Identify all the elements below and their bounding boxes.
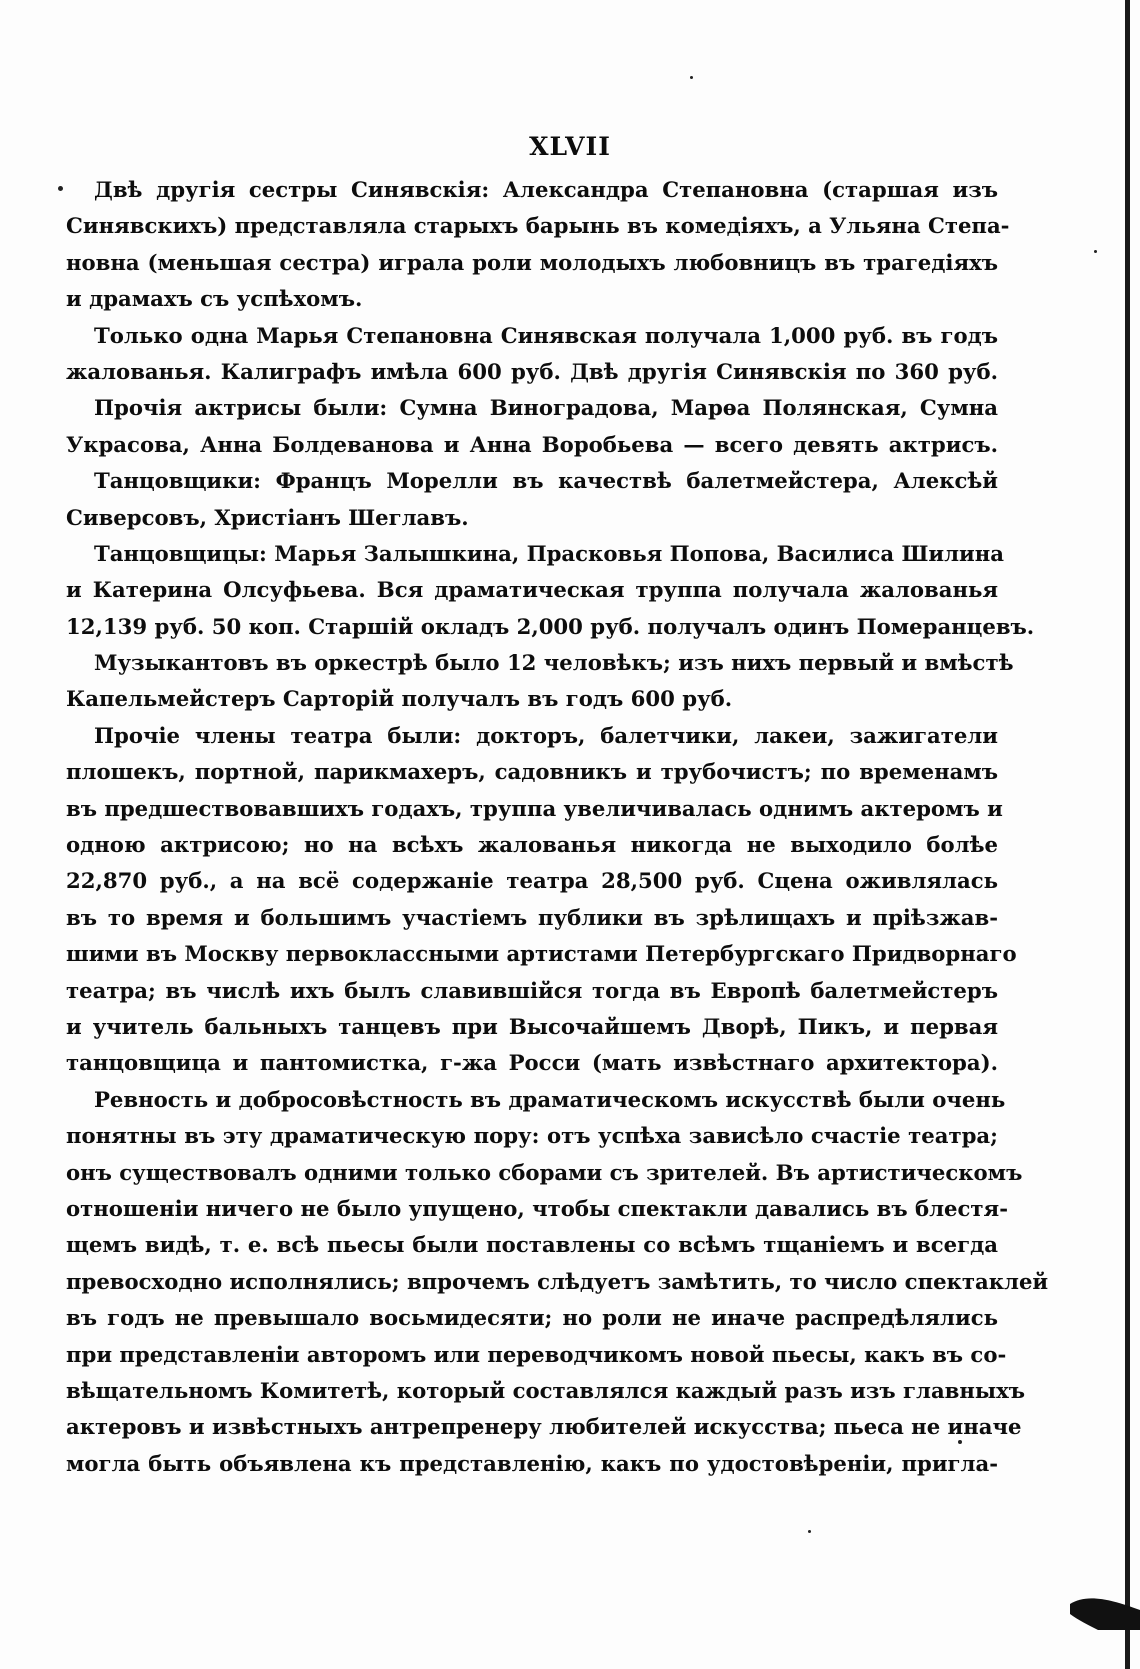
text-line: въ то время и большимъ участіемъ публики въ зрѣлищахъ и пріѣзжав- (66, 904, 998, 930)
text-line: 12,139 руб. 50 коп. Старшій окладъ 2,000 руб. получалъ одинъ Померанцевъ. (66, 613, 1035, 639)
text-line: шими въ Москву первоклассными артистами Петербургскаго Придворнаго (66, 941, 1017, 967)
text-line: Прочія актрисы были: Сумна Виноградова, Марѳа Полянская, Сумна (94, 395, 998, 421)
text-line: въ годъ не превышало восьмидесяти; но роли не иначе распредѣлялись (66, 1305, 998, 1331)
text-line: Капельмейстеръ Сарторій получалъ въ годъ 600 руб. (66, 686, 733, 712)
text-line: Танцовщицы: Марья Залышкина, Прасковья Попова, Василиса Шилина (94, 540, 1004, 566)
text-line: новна (меньшая сестра) играла роли молодыхъ любовницъ въ трагедіяхъ (66, 249, 998, 275)
text-line: 22,870 руб., а на всё содержаніе театра 28,500 руб. Сцена оживлялась (66, 868, 998, 894)
text-line: Украсова, Анна Болдеванова и Анна Воробьева — всего девять актрисъ. (66, 431, 998, 457)
text-line: превосходно исполнялись; впрочемъ слѣдуетъ замѣтить, то число спектаклей (66, 1268, 1049, 1294)
text-line: плошекъ, портной, парикмахеръ, садовникъ и трубочистъ; по временамъ (66, 759, 998, 785)
text-line: одною актрисою; но на всѣхъ жалованья никогда не выходило болѣе (66, 832, 998, 858)
ink-speck (1094, 250, 1097, 253)
text-line: Ревность и добросовѣстность въ драматическомъ искусствѣ были очень (94, 1086, 1006, 1112)
text-line: понятны въ эту драматическую пору: отъ успѣха зависѣло счастіе театра; (66, 1123, 998, 1149)
text-line: при представленіи авторомъ или переводчикомъ новой пьесы, какъ въ со- (66, 1341, 1007, 1367)
text-line: Прочіе члены театра были: докторъ, балетчики, лакеи, зажигатели (94, 722, 998, 748)
text-line: танцовщица и пантомистка, г-жа Росси (мать извѣстнаго архитектора). (66, 1050, 998, 1076)
text-line: Сиверсовъ, Христіанъ Шеглавъ. (66, 504, 469, 530)
text-line: актеровъ и извѣстныхъ антрепренеру любителей искусства; пьеса не иначе (66, 1414, 1022, 1440)
text-line: онъ существовалъ одними только сборами съ зрителей. Въ артистическомъ (66, 1159, 1023, 1185)
text-line: Только одна Марья Степановна Синявская получала 1,000 руб. въ годъ (94, 322, 998, 348)
ink-speck (808, 1530, 811, 1533)
page-number: XLVII (529, 132, 611, 161)
ink-speck (690, 76, 693, 79)
text-line: жалованья. Калиграфъ имѣла 600 руб. Двѣ другія Синявскія по 360 руб. (66, 358, 998, 384)
text-line: отношеніи ничего не было упущено, чтобы спектакли давались въ блестя- (66, 1195, 1008, 1221)
text-line: Двѣ другія сестры Синявскія: Александра Степановна (старшая изъ (94, 177, 998, 202)
text-line: Танцовщики: Францъ Морелли въ качествѣ балетмейстера, Алексѣй (94, 468, 998, 494)
body-text (66, 172, 1049, 1482)
text-line: въ предшествовавшихъ годахъ, труппа увеличивалась однимъ актеромъ и (66, 795, 1003, 821)
text-line: и Катерина Олсуфьева. Вся драматическая труппа получала жалованья (66, 577, 998, 603)
text-line: Синявскихъ) представляла старыхъ барынь въ комедіяхъ, а Ульяна Степа- (66, 213, 1010, 239)
text-line: Музыкантовъ въ оркестрѣ было 12 человѣкъ; изъ нихъ первый и вмѣстѣ (94, 650, 1014, 676)
ink-speck (958, 1440, 962, 1444)
ink-speck (58, 186, 63, 191)
text-line: могла быть объявлена къ представленію, какъ по удостовѣреніи, пригла- (66, 1450, 998, 1476)
page-corner-mark (1068, 1590, 1140, 1630)
text-line: вѣщательномъ Комитетѣ, который составлялся каждый разъ изъ главныхъ (66, 1377, 1026, 1403)
text-line: и драмахъ съ успѣхомъ. (66, 286, 363, 312)
text-line: щемъ видѣ, т. е. всѣ пьесы были поставлены со всѣмъ тщаніемъ и всегда (66, 1232, 998, 1258)
text-line: театра; въ числѣ ихъ былъ славившійся тогда въ Европѣ балетмейстеръ (66, 977, 998, 1003)
text-line: и учитель бальныхъ танцевъ при Высочайшемъ Дворѣ, Пикъ, и первая (66, 1013, 998, 1039)
page-edge-shadow (1125, 0, 1130, 1669)
